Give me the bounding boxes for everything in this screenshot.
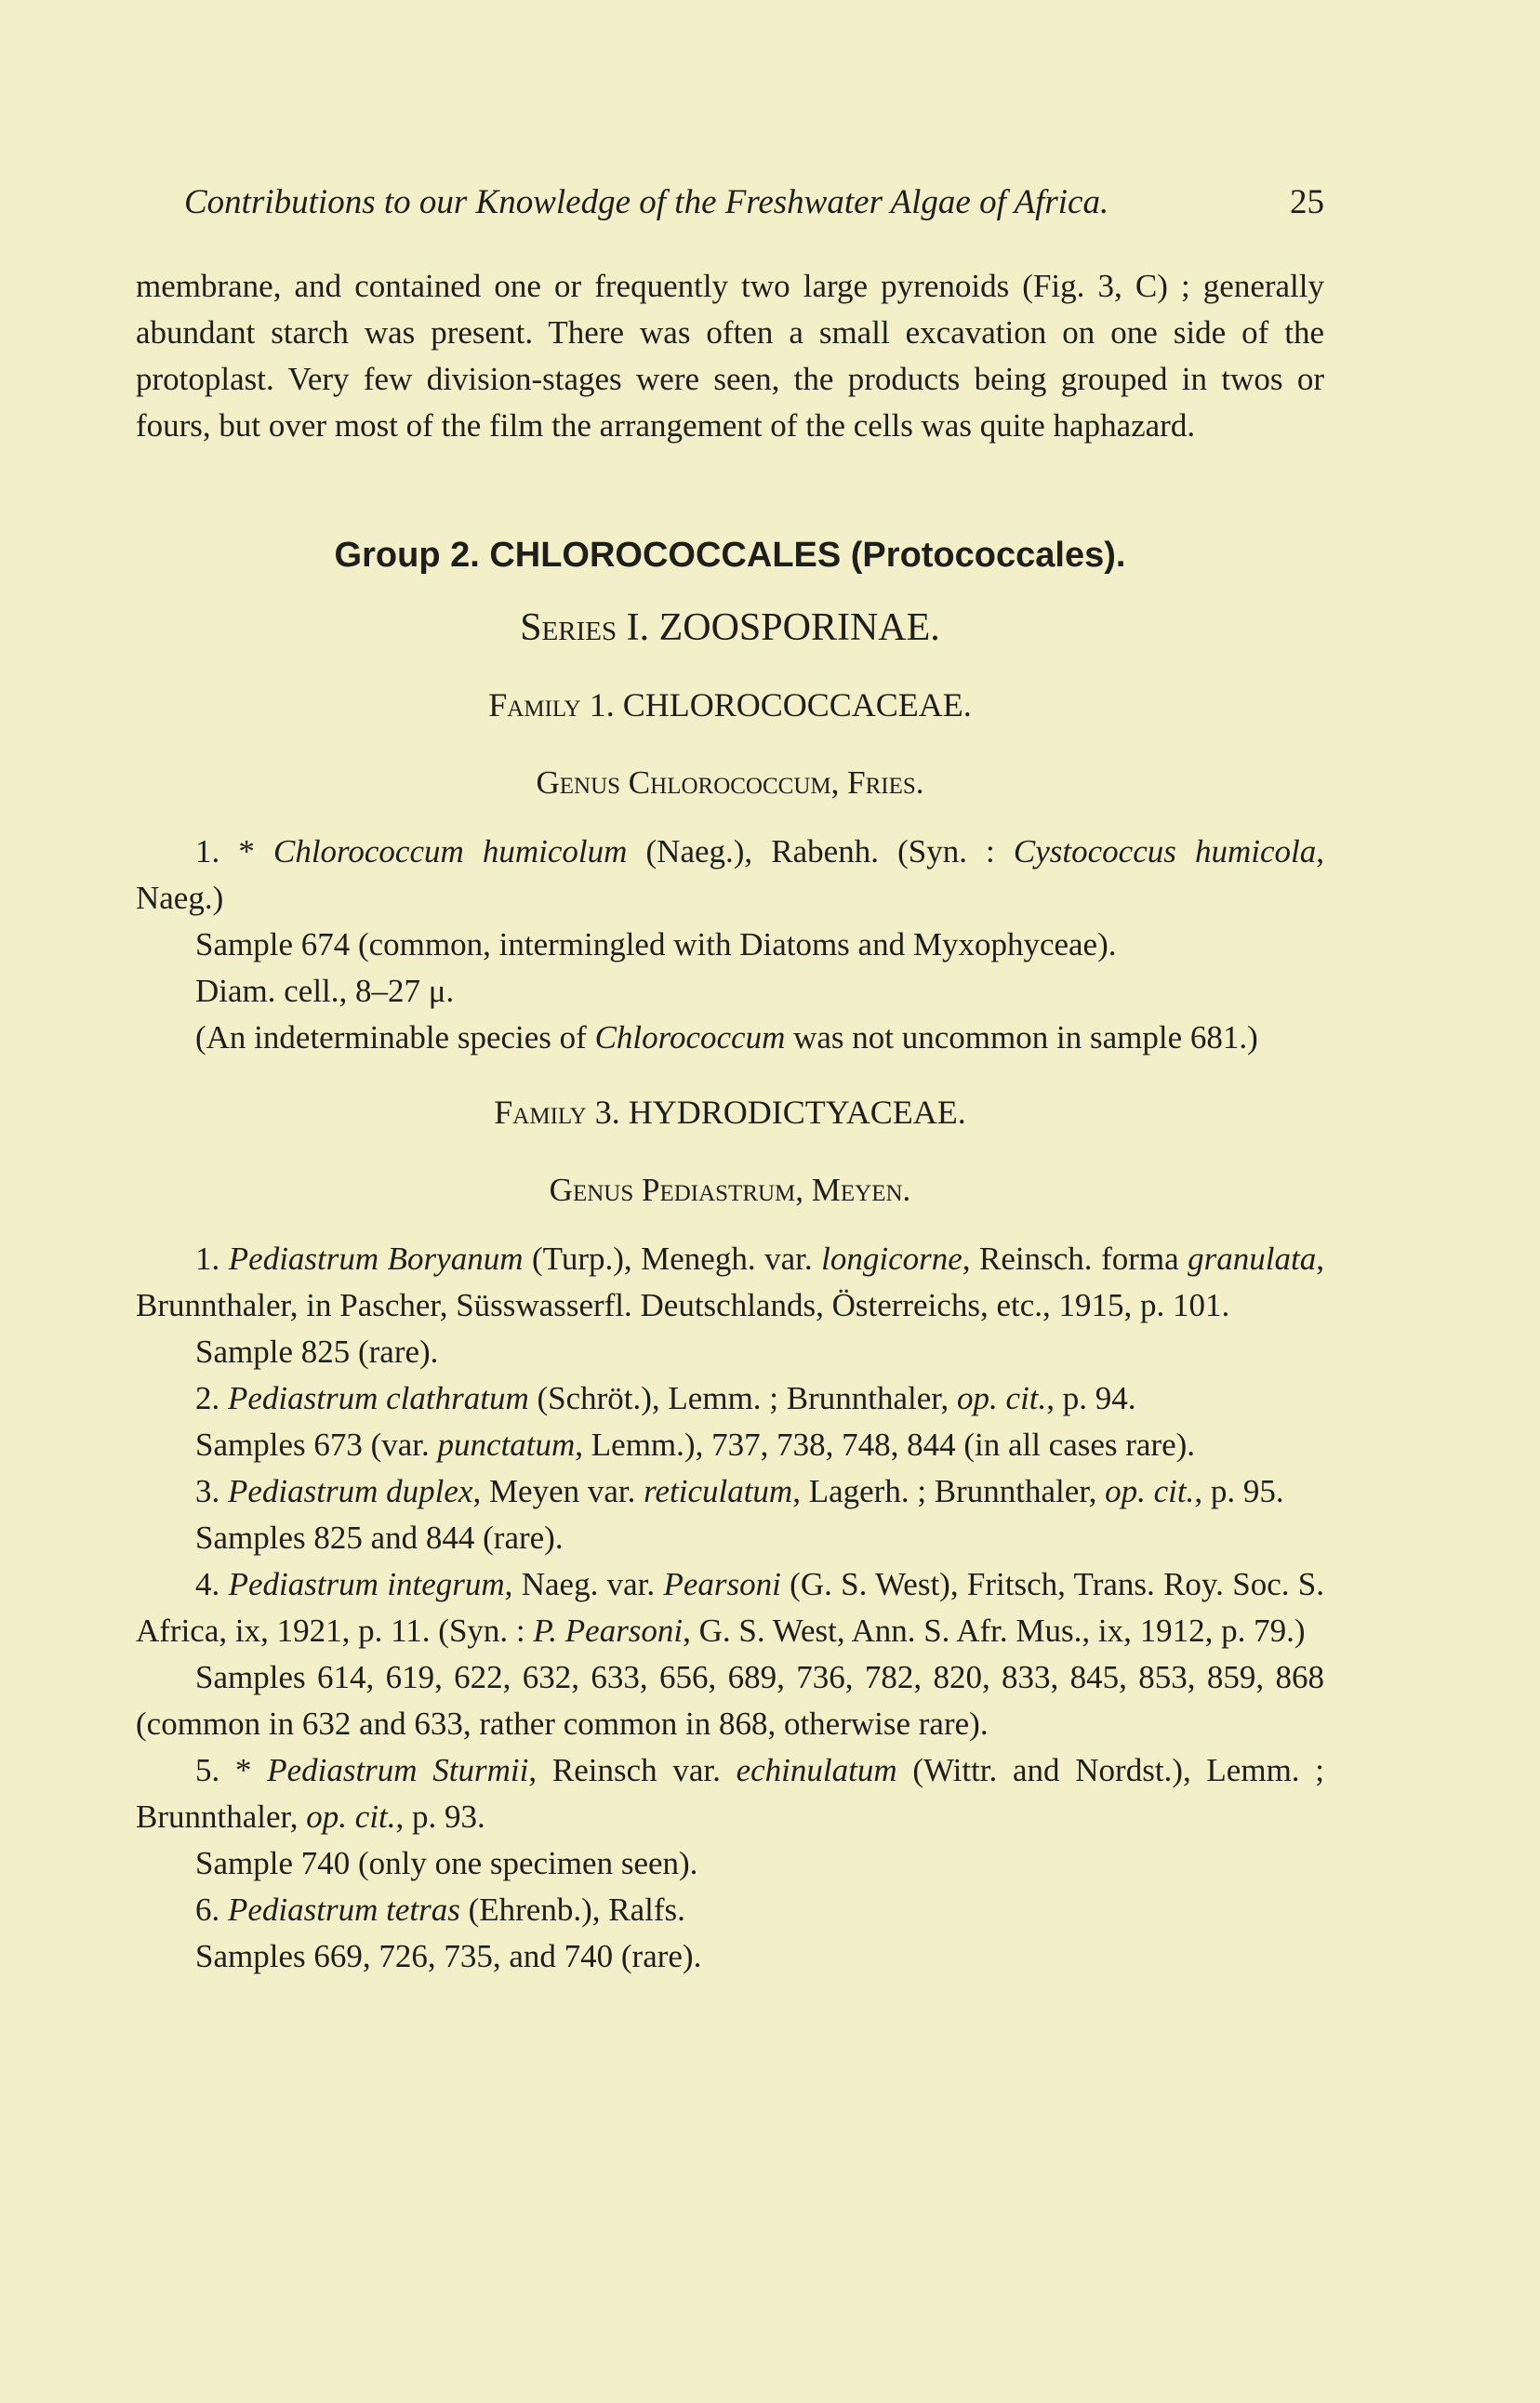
diameter-line: Diam. cell., 8–27 μ. xyxy=(195,973,455,1009)
genus-heading-chlorococcum: Genus Chlorococcum, Fries. xyxy=(536,764,924,801)
sample-line: Sample 740 (only one specimen seen). xyxy=(195,1845,698,1881)
species-entry: 4. Pediastrum integrum, Naeg. var. Pearsoni (G. S. West), Fritsch, Trans. Roy. Soc. S. Africa, ix, 1921, p. 11. (Syn. : P. Pearsoni, G. S. West, Ann. S. Afr. Mus., ix, 1912, p. 79.) xyxy=(136,1566,1325,1649)
intro-paragraph: membrane, and contained one or frequently two large pyrenoids (Fig. 3, C) ; generally abundant starch was present. There was often a small excavation on one side of the protoplast. Very few division-stages were seen, the products being grouped in twos or fours, but over most of the film the arrangement of the cells was quite haphazard. xyxy=(136,268,1324,444)
page-number: 25 xyxy=(1290,183,1324,221)
series-heading: Series I. ZOOSPORINAE. xyxy=(520,606,940,649)
species-entry: 2. Pediastrum clathratum (Schröt.), Lemm. ; Brunnthaler, op. cit., p. 94. xyxy=(195,1380,1136,1416)
chlorococcum-entries xyxy=(136,829,1324,1061)
species-entry: 1. Pediastrum Boryanum (Turp.), Menegh. var. longicorne, Reinsch. forma granulata, Brunnthaler, in Pascher, Süsswasserfl. Deutschlands, Österreichs, etc., 1915, p. 101. xyxy=(136,1241,1324,1323)
sample-line: Samples 825 and 844 (rare). xyxy=(195,1520,564,1556)
group-heading: Group 2. CHLOROCOCCALES (Protococcales). xyxy=(334,536,1126,575)
running-head-title: Contributions to our Knowledge of the Freshwater Algae of Africa. xyxy=(184,183,1109,221)
species-entry: 6. Pediastrum tetras (Ehrenb.), Ralfs. xyxy=(195,1892,685,1928)
species-entry: 1. * Chlorococcum humicolum (Naeg.), Rabenh. (Syn. : Cystococcus humicola, Naeg.) xyxy=(136,833,1324,916)
sample-line: Samples 673 (var. punctatum, Lemm.), 737, 738, 748, 844 (in all cases rare). xyxy=(195,1427,1196,1463)
sample-line: Samples 614, 619, 622, 632, 633, 656, 689, 736, 782, 820, 833, 845, 853, 859, 868 (common in 632 and 633, rather common in 868, otherwise rare). xyxy=(136,1659,1324,1742)
running-head xyxy=(184,182,1324,222)
sample-line: Samples 669, 726, 735, and 740 (rare). xyxy=(195,1938,702,1974)
genus-heading-pediastrum: Genus Pediastrum, Meyen. xyxy=(549,1172,911,1208)
sample-line: Sample 825 (rare). xyxy=(195,1334,439,1370)
note-line: (An indeterminable species of Chlorococcum was not uncommon in sample 681.) xyxy=(195,1019,1258,1055)
family-heading-hydrodictyaceae: Family 3. HYDRODICTYACEAE. xyxy=(494,1094,966,1131)
body-text xyxy=(136,263,1324,1980)
pediastrum-entries xyxy=(136,1236,1324,1980)
species-entry: 5. * Pediastrum Sturmii, Reinsch var. echinulatum (Wittr. and Nordst.), Lemm. ; Brunnthaler, op. cit., p. 93. xyxy=(136,1752,1324,1835)
sample-line: Sample 674 (common, intermingled with Diatoms and Myxophyceae). xyxy=(195,926,1117,963)
species-entry: 3. Pediastrum duplex, Meyen var. reticulatum, Lagerh. ; Brunnthaler, op. cit., p. 95. xyxy=(195,1473,1284,1509)
family-heading-chlorococcaceae: Family 1. CHLOROCOCCACEAE. xyxy=(488,686,972,724)
